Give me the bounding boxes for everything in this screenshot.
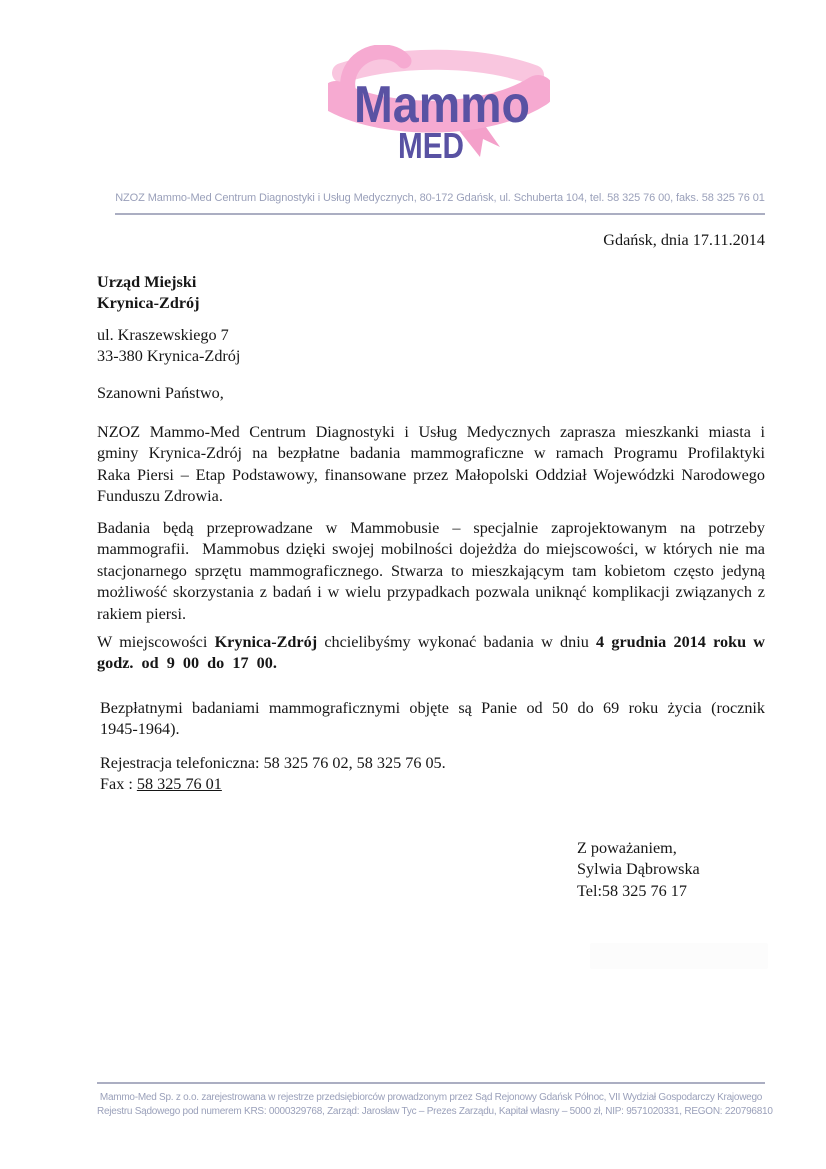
scan-artifact-box [590,943,768,969]
fax-number: 58 325 76 01 [136,775,222,793]
recipient-block [97,272,200,315]
paragraph-line: możliwość skorzystania z badań i w wielu przypadkach pozwala uniknąć komplikacji związanych z [97,583,765,602]
signer-name: Sylwia Dąbrowska [577,860,700,879]
registration-phone-line: Rejestracja telefoniczna: 58 325 76 02, 58 325 76 05. [100,754,446,772]
logo-text-med: MED [398,125,464,166]
paragraph-line: Bezpłatnymi badaniami mammograficznymi objęte są Panie od 50 do 69 roku życia (rocznik [100,699,765,717]
paragraph-line: 1945-1964). [100,720,180,739]
footer-registry-block [97,1091,773,1118]
recipient-name: Urząd Miejski [97,273,197,291]
paragraph-line-hours: godz. od 9 00 do 17 00. [97,654,277,673]
signer-phone: Tel:58 325 76 17 [577,881,687,900]
text-segment: W miejscowości [97,633,215,651]
mammomed-logo [328,45,550,170]
paragraph-exam-date [97,632,765,675]
address-street: ul. Kraszewskiego 7 [97,326,229,344]
fax-label: Fax : [100,775,137,793]
paragraph-mammobus [97,518,765,625]
footer-registry-line1: Mammo-Med Sp. z o.o. zarejestrowana w rejestrze przedsiębiorców prowadzonym przez Sąd Rejonowy Gdańsk Północ, VII Wydział Gospodarczy Krajowego [99,1092,763,1103]
logo-text-mammo: Mammo [354,76,530,134]
address-block [97,325,240,368]
paragraph-line: Funduszu Zdrowia. [97,487,223,506]
paragraph-line [97,632,765,653]
recipient-city: Krynica-Zdrój [97,294,200,313]
paragraph-line: rakiem piersi. [97,604,186,623]
footer-divider [97,1082,765,1084]
footer-registry-line2: Rejestru Sądowego pod numerem KRS: 0000329768, Zarząd: Jarosław Tyc – Prezes Zarządu, Kapitał własny – 5000 zł, NIP: 9571020331, REGON: 220796810 [97,1105,773,1117]
paragraph-line: NZOZ Mammo-Med Centrum Diagnostyki i Usług Medycznych zaprasza mieszkanki miasta i [97,423,765,441]
paragraph-line: mammografii. Mammobus dzięki swojej mobilności dojeżdża do miejscowości, w których nie ma [97,540,765,559]
paragraph-line: Badania będą przeprowadzane w Mammobusie – specjalnie zaprojektowanym na potrzeby [97,519,765,537]
paragraph-line: gminy Krynica-Zdrój na bezpłatne badania mammograficzne w ramach Programu Profilaktyki [97,444,765,463]
date-line: Gdańsk, dnia 17.11.2014 [603,231,765,249]
paragraph-invitation [97,422,765,508]
address-postal-city: 33-380 Krynica-Zdrój [97,347,241,366]
text-segment-bold: 4 grudnia 2014 roku w [596,633,766,651]
signature-block [577,838,700,902]
paragraph-eligibility [100,698,765,741]
text-segment-bold: Krynica-Zdrój [214,633,318,651]
header-divider [115,213,765,215]
closing-phrase: Z poważaniem, [577,839,677,857]
company-info-line: NZOZ Mammo-Med Centrum Diagnostyki i Usług Medycznych, 80-172 Gdańsk, ul. Schuberta 104, tel. 58 325 76 00, faks. 58 325 76 01 [115,192,765,204]
paragraph-line: Raka Piersi – Etap Podstawowy, finansowane przez Małopolski Oddział Wojewódzki Narodowego [97,465,765,484]
salutation: Szanowni Państwo, [97,384,224,402]
fax-line [100,774,765,795]
text-segment: chcielibyśmy wykonać badania w dniu [317,633,597,651]
paragraph-line: stacjonarnego sprzętu mammograficznego. Stwarza to mieszkającym tam kobietom często jedyną [97,561,765,580]
